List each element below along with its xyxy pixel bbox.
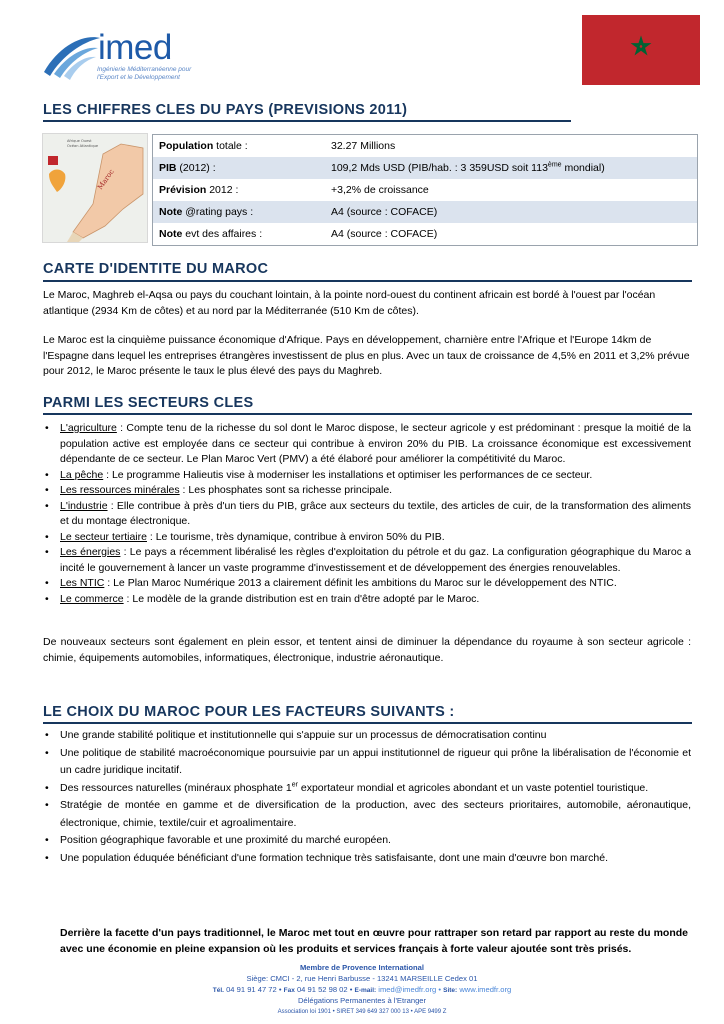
- list-item: • Position géographique favorable et une proximité du marché européen.: [43, 832, 691, 850]
- list-item: • Les NTIC : Le Plan Maroc Numérique 2013 a clairement définit les ambitions du Maroc sur le développement des NTIC.: [43, 576, 691, 592]
- list-item: • L'agriculture : Compte tenu de la richesse du sol dont le Maroc dispose, le secteur agricole y est prédominant : presque la moitié de la population active est employée dans ce secteur qui contribue à environ 20% du PIB. La croissance économique est excessivement dépendante de ce secteur. Le Plan Maroc Vert (PMV) a été élaboré pour améliorer la compétitivité du Maroc.: [43, 421, 691, 468]
- section-rule: [43, 120, 571, 122]
- factors-list: [43, 727, 691, 867]
- list-item: • L'industrie : Elle contribue à près d'un tiers du PIB, grâce aux secteurs du textile, des articles de cuir, de la transformation des aliments et du montage électronique.: [43, 499, 691, 530]
- morocco-map-image: [42, 133, 148, 243]
- logo-wordmark: imed: [98, 28, 172, 67]
- table-row: [153, 223, 698, 246]
- list-item: • Des ressources naturelles (minéraux phosphate 1er exportateur mondial et agricoles abondant et un vaste potentiel touristique.: [43, 780, 691, 798]
- list-item: • Une population éduquée bénéficiant d'une formation technique très satisfaisante, dont une main d'œuvre bon marché.: [43, 850, 691, 868]
- figure-value: 109,2 Mds USD (PIB/hab. : 3 359USD soit 113ème mondial): [325, 157, 698, 179]
- table-row: [153, 201, 698, 223]
- logo-tagline-1: Ingénierie Méditerranéenne pour: [97, 66, 192, 73]
- logo-tagline-2: l'Export et le Développement: [97, 74, 180, 81]
- footer-membership: Membre de Provence International: [299, 963, 425, 972]
- identity-paragraph-2: Le Maroc est la cinquième puissance économique d'Afrique. Pays en développement, charnière entre l'Afrique et l'Europe 14km de l'Espagne dans lequel les entreprises étrangères investissent de plus en plus. Avec un taux de croissance de 4,5% en 2011 et 3,2% prévue pour 2012, le Maroc présente le taux le plus élevé des pays du Maghreb.: [43, 334, 690, 377]
- sectors-list: [43, 421, 691, 607]
- pentagram-star-icon: [582, 15, 700, 85]
- footer-delegations: Délégations Permanentes à l'Etranger: [297, 996, 427, 1005]
- figure-value: A4 (source : COFACE): [325, 223, 698, 246]
- section-rule: [43, 413, 692, 415]
- conclusion-statement: Derrière la facette d'un pays traditionnel, le Maroc met tout en œuvre pour rattraper son retard par rapport au reste du monde avec une économie en pleine expansion où les produits et services français à forte valeur ajoutée sont très prisés.: [60, 927, 688, 955]
- list-item: • La pêche : Le programme Halieutis vise à moderniser les installations et optimiser les performances de ce secteur.: [43, 468, 691, 484]
- section-title-identity: CARTE D'IDENTITE DU MAROC: [43, 261, 269, 277]
- identity-paragraph-1: Le Maroc, Maghreb el-Aqsa ou pays du couchant lointain, à la pointe nord-ouest du continent africain est bordé à l'ouest par l'océan atlantique (2934 Km de côtes) et au nord par la Méditerranée (510 Km de côtes).: [43, 289, 656, 317]
- list-item: • Une grande stabilité politique et institutionnelle qui s'appuie sur un processus de démocratisation continu: [43, 727, 691, 745]
- morocco-flag: [582, 15, 700, 85]
- table-row: [153, 135, 698, 158]
- footer-legal: Association loi 1901 • SIRET 349 649 327 000 13 • APE 9499 Z: [277, 1009, 447, 1015]
- list-item: • Le commerce : Le modèle de la grande distribution est en train d'être adopté par le Maroc.: [43, 592, 691, 608]
- list-item: • Les ressources minérales : Les phosphates sont sa richesse principale.: [43, 483, 691, 499]
- map-label-2: Océan Atlantique: [67, 144, 99, 148]
- figure-value: A4 (source : COFACE): [325, 201, 698, 223]
- map-label-1: Afrique Ouest: [67, 139, 92, 143]
- figure-label: Population totale :: [153, 135, 326, 158]
- table-row: [153, 179, 698, 201]
- figure-label: Note evt des affaires :: [153, 223, 326, 246]
- figure-label: Prévision 2012 :: [153, 179, 326, 201]
- sectors-closing-paragraph: De nouveaux secteurs sont également en plein essor, et tentent ainsi de diminuer la dépendance du royaume à son secteur agricole : chimie, équipements automobiles, informatiques, électronique, industrie aéronautique.: [43, 636, 691, 664]
- section-title-factors: LE CHOIX DU MAROC POUR LES FACTEURS SUIVANTS :: [43, 704, 455, 720]
- list-item: • Une politique de stabilité macroéconomique poursuivie par un appui institutionnel de rigueur qui prône la libéralisation de l'économie et un cadre juridique incitatif.: [43, 745, 691, 780]
- footer-contacts: Tél. 04 91 91 47 72 • Fax 04 91 52 98 02 • E-mail: imed@imedfr.org • Site: www.imedfr.org: [212, 985, 512, 994]
- section-title-sectors: PARMI LES SECTEURS CLES: [43, 395, 254, 411]
- footer-email-link[interactable]: imed@imedfr.org •: [376, 985, 444, 994]
- table-row: [153, 157, 698, 179]
- list-item: • Le secteur tertiaire : Le tourisme, très dynamique, contribue à environ 50% du PIB.: [43, 530, 691, 546]
- figure-label: PIB (2012) :: [153, 157, 326, 179]
- section-title-key-figures: LES CHIFFRES CLES DU PAYS (PREVISIONS 2011): [43, 102, 408, 118]
- list-item: • Les énergies : Le pays a récemment libéralisé les règles d'exploitation du pétrole et du gaz. La configuration géographique du Maroc a incité le gouvernement à lancer un vaste programme d'investissement et de développement des énergies renouvelables.: [43, 545, 691, 576]
- figure-value: +3,2% de croissance: [325, 179, 698, 201]
- figure-label: Note @rating pays :: [153, 201, 326, 223]
- section-rule: [43, 280, 692, 282]
- footer-address: Siège: CMCI - 2, rue Henri Barbusse - 13241 MARSEILLE Cedex 01: [246, 974, 478, 983]
- figure-value: 32.27 Millions: [325, 135, 698, 158]
- key-figures-table: [152, 134, 698, 246]
- map-label-maroc: Maroc: [96, 167, 116, 192]
- section-rule: [43, 722, 692, 724]
- list-item: • Stratégie de montée en gamme et de diversification de la production, avec des secteurs prioritaires, automobile, aéronautique, électronique, chimie, textile/cuir et agroalimentaire.: [43, 797, 691, 832]
- footer-site-link[interactable]: www.imedfr.org: [457, 985, 512, 994]
